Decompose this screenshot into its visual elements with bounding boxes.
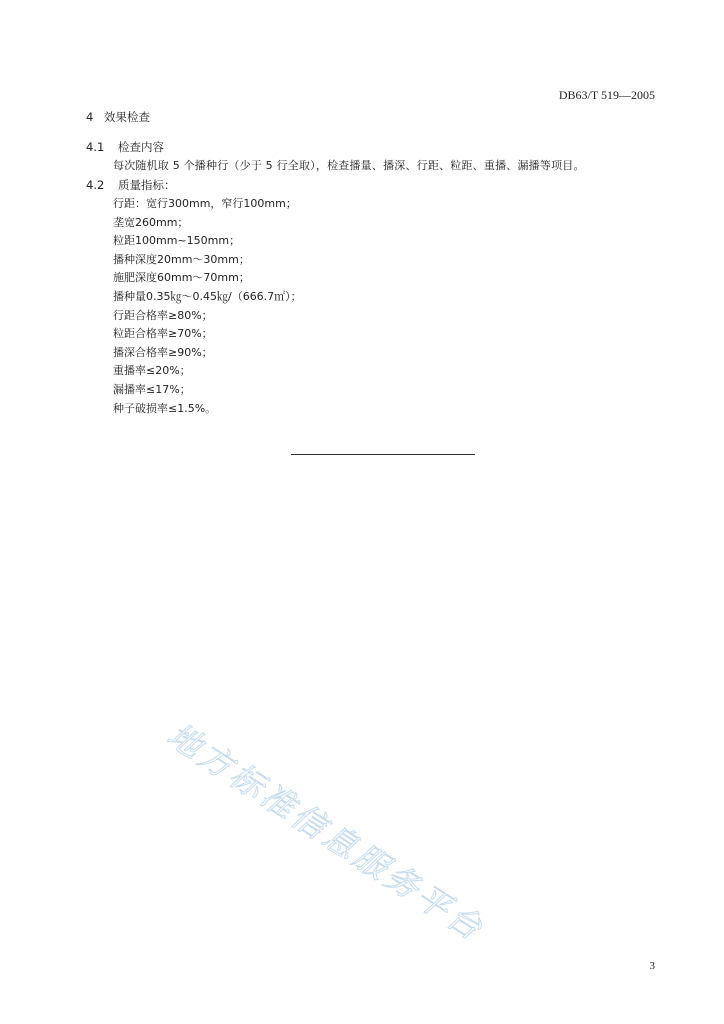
section-4-1-title: 检查内容 — [118, 140, 164, 154]
section-4-1-heading — [86, 139, 164, 155]
section-4-2-number: 4.2 — [86, 178, 105, 192]
list-item: 行距合格率≥80%； — [113, 308, 213, 322]
list-item: 重播率≤20%； — [113, 364, 191, 378]
list-item: 种子破损率≤1.5%。 — [113, 401, 217, 415]
section-4-title: 效果检查 — [104, 110, 150, 124]
standard-code: DB63/T 519—2005 — [558, 88, 655, 102]
end-of-standard-rule — [291, 454, 475, 455]
list-item: 粒距合格率≥70%； — [113, 327, 213, 341]
list-item: 播种量0.35㎏～0.45㎏/（666.7㎡）； — [113, 289, 302, 303]
page-number: 3 — [649, 960, 655, 972]
section-4-2-heading — [86, 177, 176, 193]
list-item: 施肥深度60mm～70mm； — [113, 271, 250, 285]
list-item: 行距：宽行300mm，窄行100mm； — [113, 197, 297, 210]
list-item: 播深合格率≥90%； — [113, 345, 213, 359]
list-item: 漏播率≤17%； — [113, 382, 191, 396]
section-4-heading — [86, 109, 150, 125]
list-item: 垄宽260mm； — [113, 215, 189, 229]
section-4-1-number: 4.1 — [86, 140, 105, 154]
list-item: 粒距100mm~150mm； — [113, 234, 241, 248]
list-item: 播种深度20mm～30mm； — [113, 252, 250, 266]
section-4-1-body: 每次随机取 5 个播种行（少于 5 行全取），检查播量、播深、行距、粒距、重播、漏播等项目。 — [113, 159, 585, 172]
section-4-2-title: 质量指标： — [118, 178, 176, 192]
watermark: 地方标准信息服务平台 — [160, 715, 493, 950]
section-4-number: 4 — [86, 110, 94, 124]
quality-indicator-list — [113, 195, 302, 418]
